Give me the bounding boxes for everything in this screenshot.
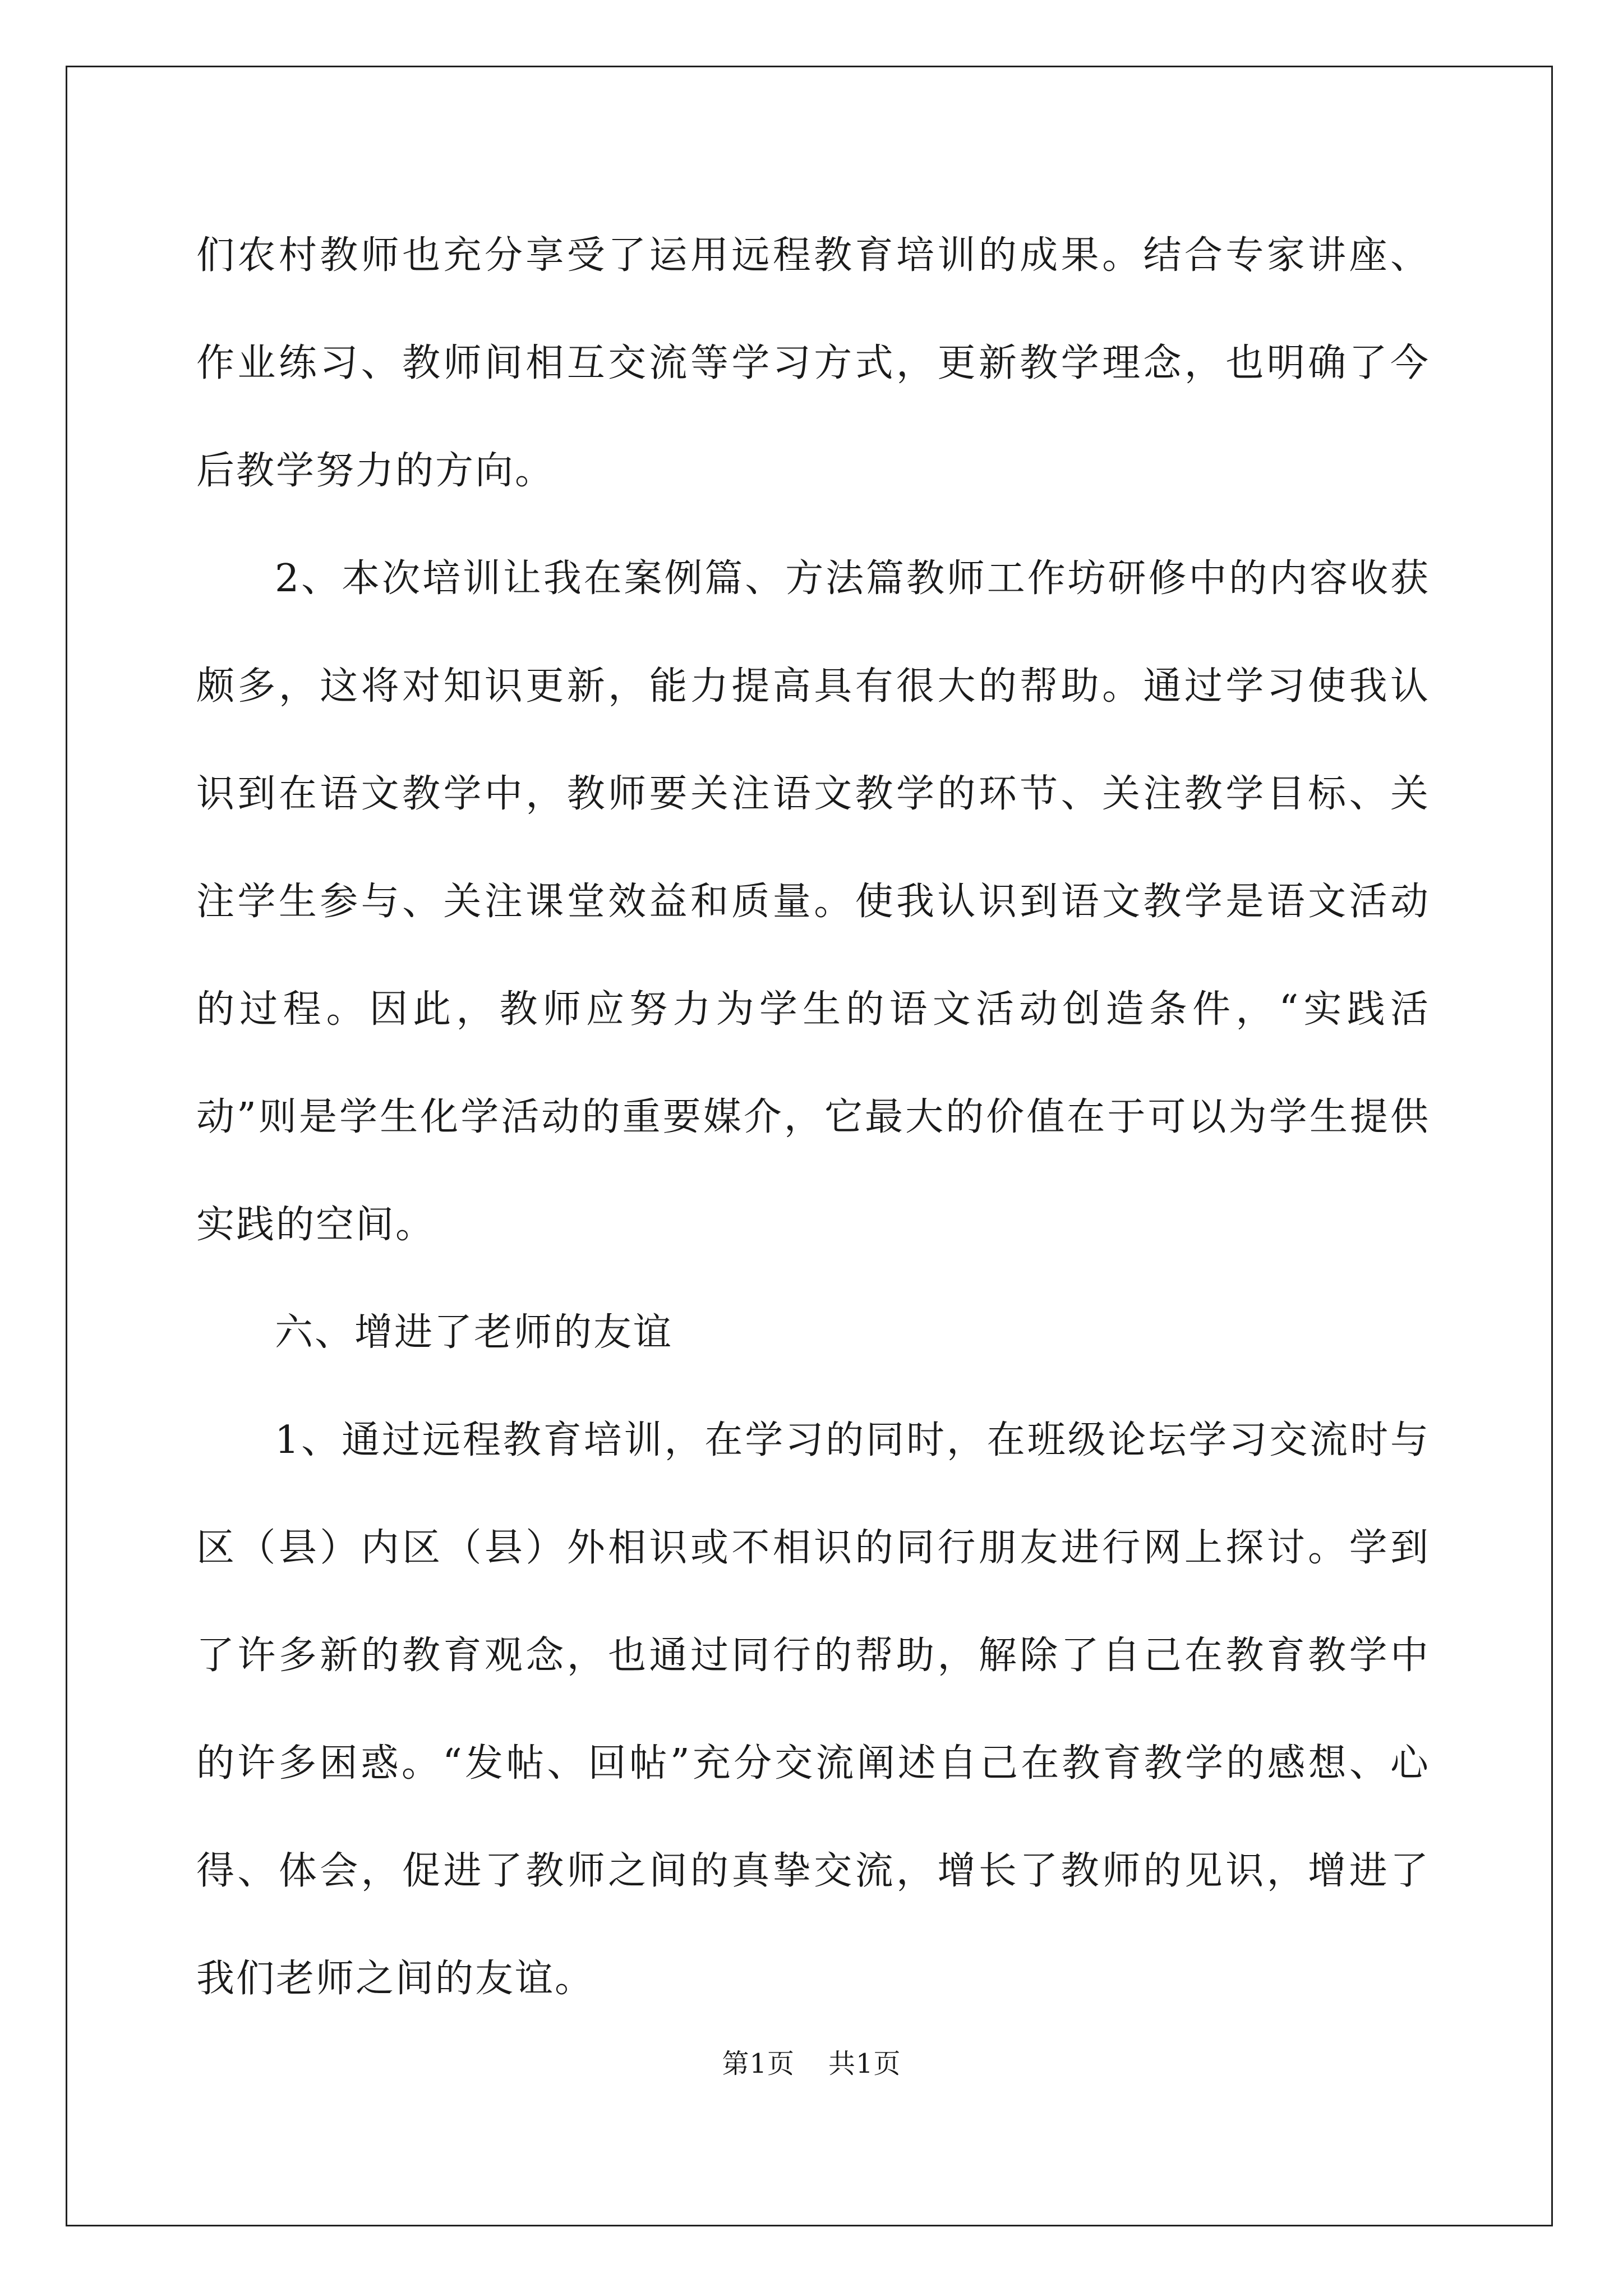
document-body <box>196 202 1430 2033</box>
paragraph-continuation: 们农村教师也充分享受了运用远程教育培训的成果。结合专家讲座、作业练习、教师间相互交流等学习方式，更新教学理念，也明确了今后教学努力的方向。 <box>196 233 1430 493</box>
page-number: 第1页 <box>722 2048 795 2079</box>
paragraph-item-1: 1、通过远程教育培训，在学习的同时，在班级论坛学习交流时与区（县）内区（县）外相识或不相识的同行朋友进行网上探讨。学到了许多新的教育观念，也通过同行的帮助，解除了自己在教育教学中的许多困惑。“发帖、回帖”充分交流阐述自己在教育教学的感想、心得、体会，促进了教师之间的真挚交流，增长了教师的见识，增进了我们老师之间的友谊。 <box>196 1418 1430 2001</box>
section-heading-6: 六、增进了老师的友谊 <box>275 1310 674 1355</box>
page-footer <box>0 2042 1623 2081</box>
page-total: 共1页 <box>828 2048 901 2079</box>
paragraph-item-2: 2、本次培训让我在案例篇、方法篇教师工作坊研修中的内容收获颇多，这将对知识更新，能力提高具有很大的帮助。通过学习使我认识到在语文教学中，教师要关注语文教学的环节、关注教学目标、关注学生参与、关注课堂效益和质量。使我认识到语文教学是语文活动的过程。因此，教师应努力为学生的语文活动创造条件，“实践活动”则是学生化学活动的重要媒介，它最大的价值在于可以为学生提供实践的空间。 <box>196 556 1430 1247</box>
